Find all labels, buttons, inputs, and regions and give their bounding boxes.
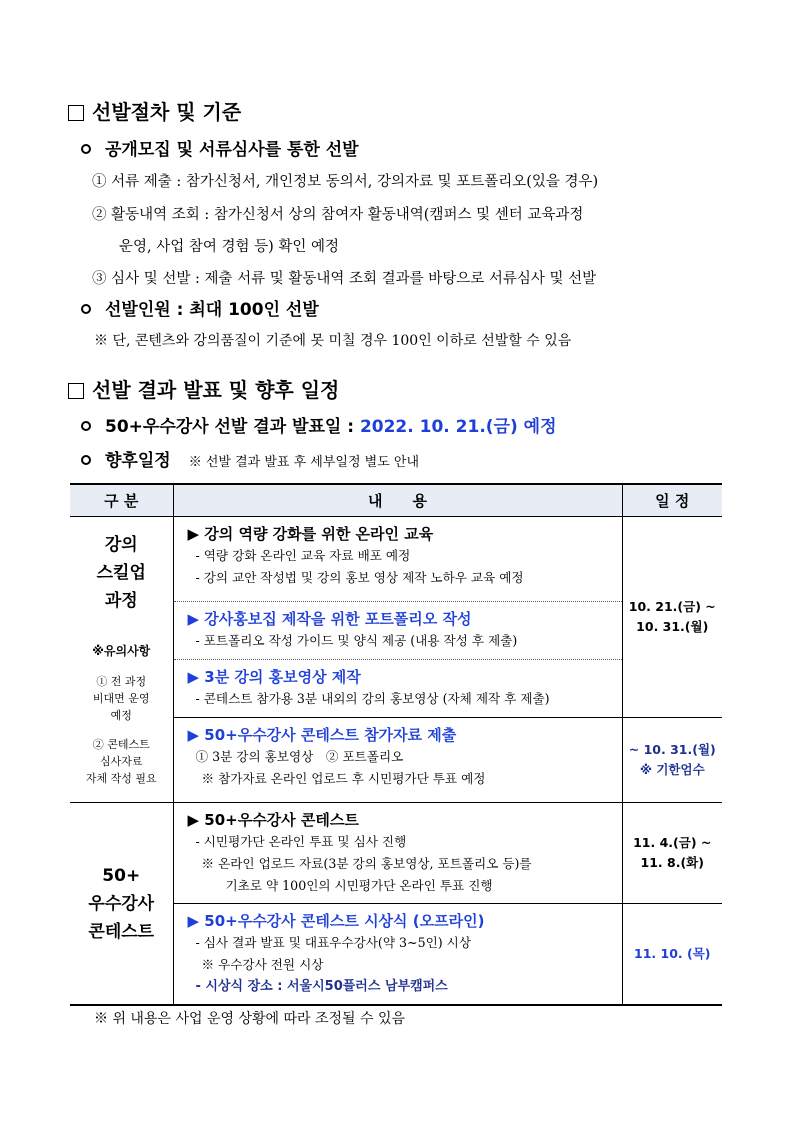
group2-row-1: [173, 803, 622, 904]
section1-sub1: 공개모집 및 서류심사를 통한 선발: [81, 135, 359, 160]
row-line: ※ 온라인 업로드 자료(3분 강의 홍보영상, 포트폴리오 등)를: [201, 856, 532, 871]
row-title: ▶ 3분 강의 홍보영상 제작: [187, 667, 361, 686]
group2-date1-cell: [622, 803, 722, 904]
section2-heading: 선발 결과 발표 및 향후 일정: [68, 374, 339, 403]
caution-line: ② 콘테스트: [92, 738, 150, 751]
group1-date2-cell: [622, 718, 722, 803]
caution-title: ※유의사항: [92, 644, 151, 658]
row-line: - 시민평가단 온라인 투표 및 심사 진행: [195, 834, 407, 849]
row-title: ▶ 강사홍보집 제작을 위한 포트폴리오 작성: [187, 609, 472, 628]
date-line: 11. 10. (목): [634, 946, 711, 961]
date-line: 10. 21.(금) ~: [628, 599, 716, 615]
group2-name-line: 콘테스트: [88, 921, 155, 942]
caution-line: 자체 작성 필요: [85, 772, 157, 785]
header-category: 구 분: [70, 484, 173, 517]
group2-date2-cell: [622, 904, 722, 1006]
row-line: ※ 우수강사 전원 시상: [201, 957, 324, 972]
section1-sub2: 선발인원 : 최대 100인 선발: [81, 295, 319, 320]
row-line: - 역량 강화 온라인 교육 자료 배포 예정: [195, 548, 411, 563]
row-line: - 콘테스트 참가용 3분 내외의 강의 홍보영상 (자체 제작 후 제출): [195, 690, 550, 706]
row-line: ※ 참가자료 온라인 업로드 후 시민평가단 투표 예정: [201, 771, 486, 787]
header-schedule: 일 정: [622, 484, 722, 517]
circle-bullet-icon: [81, 455, 91, 465]
section1-item-1: ① 서류 제출 : 참가신청서, 개인정보 동의서, 강의자료 및 포트폴리오(있을 경우): [92, 174, 599, 190]
date-line: 10. 31.(월): [636, 619, 709, 635]
section2-sub1: 50+우수강사 선발 결과 발표일 : 2022. 10. 21.(금) 예정: [81, 412, 557, 437]
deadline-note: ※ 기한엄수: [639, 762, 705, 778]
table-row: [70, 803, 722, 904]
circle-bullet-icon: [81, 421, 91, 431]
row-title: ▶ 50+우수강사 콘테스트 참가자료 제출: [187, 726, 457, 745]
caution-line: 심사자료: [99, 755, 143, 768]
group1-row-4: [173, 718, 622, 803]
section1-heading: 선발절차 및 기준: [68, 96, 241, 125]
section1-item-3: ③ 심사 및 선발 : 제출 서류 및 활동내역 조회 결과를 바탕으로 서류심사 및 선발: [92, 271, 597, 287]
table-row: [70, 517, 722, 602]
section2-sub2: 향후일정 ※ 선발 결과 발표 후 세부일정 별도 안내: [81, 446, 419, 471]
group2-category-cell: [70, 803, 173, 1006]
section1-item-2: ② 활동내역 조회 : 참가신청서 상의 참여자 활동내역(캠퍼스 및 센터 교육과정: [92, 207, 584, 223]
table-header-row: [70, 484, 722, 517]
schedule-table: [70, 483, 722, 1006]
row-line: - 포트폴리오 작성 가이드 및 양식 제공 (내용 작성 후 제출): [195, 632, 518, 648]
group1-name-line: 강의: [104, 535, 138, 555]
group2-row-2: [173, 904, 622, 1006]
caution-line: ① 전 과정: [96, 675, 147, 688]
row-title: ▶ 50+우수강사 콘테스트: [187, 811, 359, 829]
footer-note: ※ 위 내용은 사업 운영 상황에 따라 조정될 수 있음: [94, 1011, 406, 1027]
row-line: - 강의 교안 작성법 및 강의 홍보 영상 제작 노하우 교육 예정: [195, 570, 524, 585]
date-line: ~ 10. 31.(월): [628, 742, 716, 758]
group1-date1-cell: [622, 517, 722, 718]
caution-line: 예정: [110, 709, 132, 722]
section1-item-2-cont: 운영, 사업 참여 경험 등) 확인 예정: [119, 239, 340, 255]
section1-note: ※ 단, 콘텐츠와 강의품질이 기준에 못 미칠 경우 100인 이하로 선발할 수 있음: [94, 333, 572, 349]
group1-category-cell: [70, 517, 173, 803]
circle-bullet-icon: [81, 144, 91, 154]
header-content: 내 용: [173, 484, 622, 517]
group1-name-line: 스킬업: [96, 563, 146, 583]
checkbox-square-icon: [68, 383, 84, 399]
group2-name-line: 우수강사: [88, 893, 155, 914]
row-line: 기초로 약 100인의 시민평가단 온라인 투표 진행: [225, 878, 493, 893]
group1-name-line: 과정: [104, 591, 138, 611]
caution-line: 비대면 운영: [92, 692, 150, 705]
group2-name-line: 50+: [102, 865, 141, 886]
row-line: - 심사 결과 발표 및 대표우수강사(약 3~5인) 시상: [195, 935, 471, 950]
row-title: ▶ 강의 역량 강화를 위한 온라인 교육: [187, 525, 434, 543]
announcement-date: 2022. 10. 21.(금) 예정: [359, 417, 557, 437]
circle-bullet-icon: [81, 304, 91, 314]
row-title: ▶ 50+우수강사 콘테스트 시상식 (오프라인): [187, 912, 485, 930]
group1-row-2: [173, 601, 622, 659]
checkbox-square-icon: [68, 105, 84, 121]
date-line: 11. 4.(금) ~: [633, 835, 712, 850]
date-line: 11. 8.(화): [640, 855, 704, 870]
venue-line: - 시상식 장소 : 서울시50플러스 남부캠퍼스: [195, 979, 448, 994]
row-line: ① 3분 강의 홍보영상 ② 포트폴리오: [195, 749, 404, 765]
group1-row-1: [173, 517, 622, 602]
group1-row-3: [173, 659, 622, 717]
